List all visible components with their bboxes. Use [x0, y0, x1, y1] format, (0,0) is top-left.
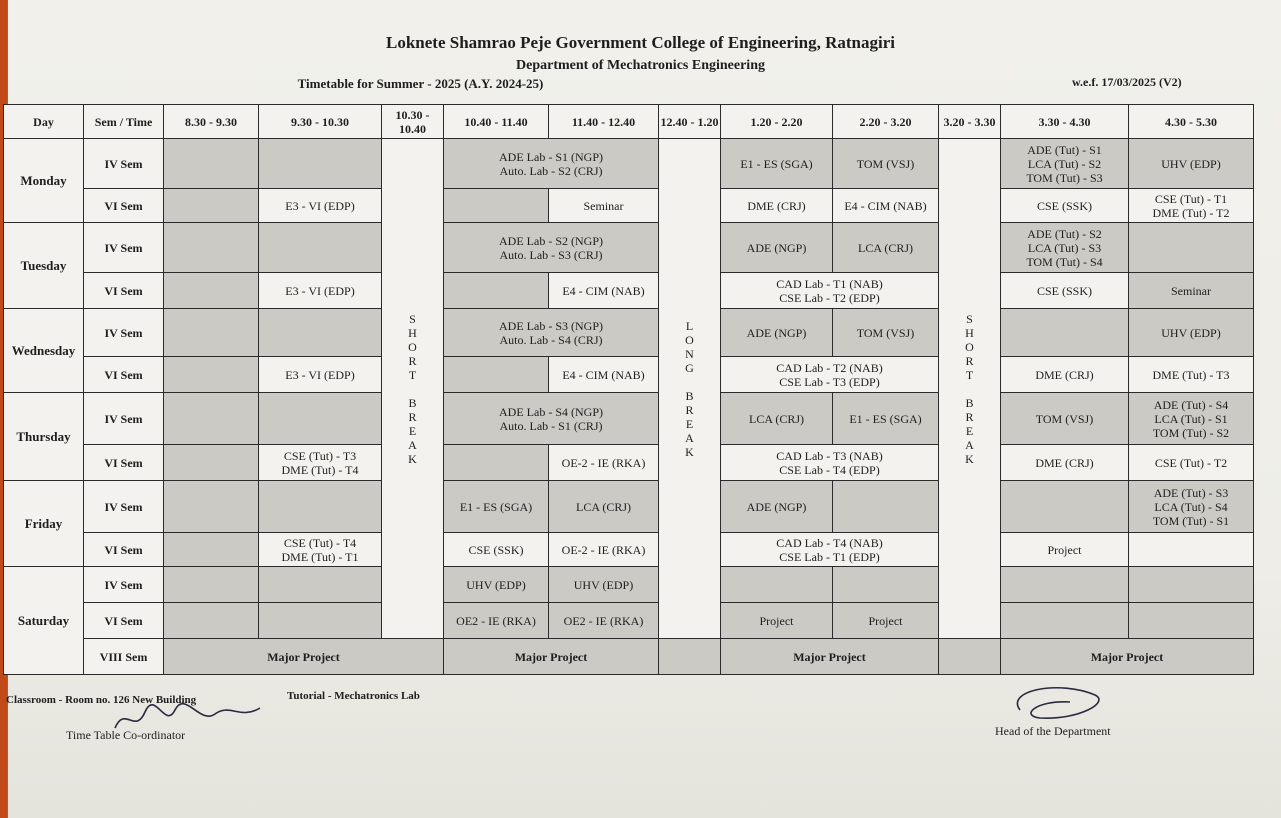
table-row	[4, 139, 1254, 189]
col-t5: 1.20 - 2.20	[721, 105, 833, 139]
hod-signature	[1000, 680, 1120, 730]
table-row	[4, 481, 1254, 533]
table-row	[4, 223, 1254, 273]
empty-cell	[444, 357, 549, 393]
short-break-1	[382, 139, 444, 639]
timetable-cell: CSE (SSK)	[444, 533, 549, 567]
empty-cell	[1129, 603, 1254, 639]
empty-cell	[164, 481, 259, 533]
timetable-cell: ADE (Tut) - S4 LCA (Tut) - S1 TOM (Tut) - S2	[1129, 393, 1254, 445]
sem-label: VI Sem	[84, 273, 164, 309]
timetable-cell: E4 - CIM (NAB)	[549, 357, 659, 393]
timetable-cell: Project	[833, 603, 939, 639]
major-project-cell: Major Project	[444, 639, 659, 675]
sem-label: VI Sem	[84, 533, 164, 567]
day-thursday: Thursday	[4, 393, 84, 481]
timetable-cell: E1 - ES (SGA)	[833, 393, 939, 445]
timetable-cell: CSE (Tut) - T4 DME (Tut) - T1	[259, 533, 382, 567]
short-break-foot	[939, 639, 1001, 675]
empty-cell	[1129, 533, 1254, 567]
timetable-cell: OE-2 - IE (RKA)	[549, 445, 659, 481]
college-name: Loknete Shamrao Peje Government College of Engineering, Ratnagiri	[386, 33, 895, 52]
break-letter: B	[408, 395, 417, 410]
timetable-cell: ADE (NGP)	[721, 309, 833, 357]
major-project-cell: Major Project	[164, 639, 444, 675]
empty-cell	[164, 567, 259, 603]
sem-label: VI Sem	[84, 357, 164, 393]
timetable-cell: CSE (SSK)	[1001, 273, 1129, 309]
timetable-cell: DME (CRJ)	[721, 189, 833, 223]
table-row	[4, 603, 1254, 639]
break-letter: O	[965, 339, 974, 354]
timetable-cell: E3 - VI (EDP)	[259, 273, 382, 309]
timetable-cell: CAD Lab - T1 (NAB) CSE Lab - T2 (EDP)	[721, 273, 939, 309]
long-break-foot	[659, 639, 721, 675]
empty-cell	[833, 567, 939, 603]
timetable-cell: E4 - CIM (NAB)	[833, 189, 939, 223]
sem-label: IV Sem	[84, 567, 164, 603]
timetable-cell: E1 - ES (SGA)	[721, 139, 833, 189]
long-break	[659, 139, 721, 639]
timetable-cell: CAD Lab - T2 (NAB) CSE Lab - T3 (EDP)	[721, 357, 939, 393]
table-row	[4, 393, 1254, 445]
timetable-cell: CSE (SSK)	[1001, 189, 1129, 223]
break-letter: G	[685, 360, 694, 375]
hod-label: Head of the Department	[995, 724, 1111, 738]
empty-cell	[164, 139, 259, 189]
timetable-cell: LCA (CRJ)	[549, 481, 659, 533]
timetable-cell: E3 - VI (EDP)	[259, 189, 382, 223]
timetable-cell: LCA (CRJ)	[833, 223, 939, 273]
empty-cell	[721, 567, 833, 603]
break-letter: S	[966, 311, 973, 326]
break-letter: E	[685, 416, 694, 431]
break-letter: A	[965, 437, 974, 452]
day-monday: Monday	[4, 139, 84, 223]
timetable-cell: TOM (VSJ)	[1001, 393, 1129, 445]
break-letter: T	[408, 367, 417, 382]
break-letter: E	[965, 423, 974, 438]
day-tuesday: Tuesday	[4, 223, 84, 309]
col-short-break-1: 10.30 - 10.40	[382, 105, 444, 139]
timetable-cell: CSE (Tut) - T1 DME (Tut) - T2	[1129, 189, 1254, 223]
empty-cell	[164, 445, 259, 481]
timetable-cell: DME (CRJ)	[1001, 357, 1129, 393]
empty-cell	[259, 567, 382, 603]
empty-cell	[833, 481, 939, 533]
empty-cell	[1129, 223, 1254, 273]
tutorial-note: Tutorial - Mechatronics Lab	[287, 690, 420, 702]
sem-label: IV Sem	[84, 309, 164, 357]
col-long-break: 12.40 - 1.20	[659, 105, 721, 139]
break-letter: E	[408, 423, 417, 438]
classroom-note: Classroom - Room no. 126 New Building	[6, 694, 197, 706]
break-letter: A	[685, 430, 694, 445]
timetable-cell: Project	[1001, 533, 1129, 567]
timetable-cell: CAD Lab - T3 (NAB) CSE Lab - T4 (EDP)	[721, 445, 939, 481]
sem-label: IV Sem	[84, 139, 164, 189]
empty-cell	[444, 445, 549, 481]
timetable-cell: E1 - ES (SGA)	[444, 481, 549, 533]
col-t8: 4.30 - 5.30	[1129, 105, 1254, 139]
col-t7: 3.30 - 4.30	[1001, 105, 1129, 139]
empty-cell	[164, 393, 259, 445]
break-letter: H	[408, 325, 417, 340]
empty-cell	[259, 481, 382, 533]
sem-label: IV Sem	[84, 481, 164, 533]
break-letter	[382, 382, 443, 396]
day-saturday: Saturday	[4, 567, 84, 675]
timetable-cell: TOM (VSJ)	[833, 139, 939, 189]
coordinator-label: Time Table Co-ordinator	[66, 728, 186, 742]
timetable-cell: ADE (NGP)	[721, 481, 833, 533]
break-letter: K	[965, 451, 974, 466]
break-letter: N	[685, 346, 694, 361]
sem-label: IV Sem	[84, 223, 164, 273]
sem-label: VI Sem	[84, 445, 164, 481]
break-letter	[659, 375, 720, 389]
timetable-cell: LCA (CRJ)	[721, 393, 833, 445]
break-letter: O	[408, 339, 417, 354]
timetable-cell: UHV (EDP)	[1129, 139, 1254, 189]
empty-cell	[164, 273, 259, 309]
timetable-cell: ADE Lab - S4 (NGP) Auto. Lab - S1 (CRJ)	[444, 393, 659, 445]
timetable-cell: OE-2 - IE (RKA)	[549, 533, 659, 567]
break-letter: T	[965, 367, 974, 382]
timetable-cell: TOM (VSJ)	[833, 309, 939, 357]
timetable-cell: CAD Lab - T4 (NAB) CSE Lab - T1 (EDP)	[721, 533, 939, 567]
empty-cell	[164, 603, 259, 639]
timetable-cell: OE2 - IE (RKA)	[549, 603, 659, 639]
sem-label: IV Sem	[84, 393, 164, 445]
table-row	[4, 357, 1254, 393]
empty-cell	[164, 309, 259, 357]
empty-cell	[164, 357, 259, 393]
timetable-cell: DME (Tut) - T3	[1129, 357, 1254, 393]
empty-cell	[1001, 309, 1129, 357]
col-day: Day	[4, 105, 84, 139]
effective-date: w.e.f. 17/03/2025 (V2)	[1072, 75, 1182, 89]
table-row	[4, 639, 1254, 675]
empty-cell	[1001, 567, 1129, 603]
empty-cell	[259, 393, 382, 445]
sem-label: VI Sem	[84, 189, 164, 223]
timetable-cell: ADE Lab - S1 (NGP) Auto. Lab - S2 (CRJ)	[444, 139, 659, 189]
break-letter: L	[685, 318, 694, 333]
day-wednesday: Wednesday	[4, 309, 84, 393]
break-letter: R	[685, 402, 694, 417]
break-letter: O	[685, 332, 694, 347]
break-letter: R	[965, 353, 974, 368]
table-row	[4, 533, 1254, 567]
empty-cell	[259, 139, 382, 189]
day-friday: Friday	[4, 481, 84, 567]
timetable-cell: ADE (Tut) - S1 LCA (Tut) - S2 TOM (Tut) - S3	[1001, 139, 1129, 189]
table-row	[4, 567, 1254, 603]
sem-label: VIII Sem	[84, 639, 164, 675]
timetable-cell: Seminar	[1129, 273, 1254, 309]
empty-cell	[444, 189, 549, 223]
empty-cell	[164, 189, 259, 223]
header-row	[4, 105, 1254, 139]
empty-cell	[1001, 481, 1129, 533]
timetable-cell: CSE (Tut) - T3 DME (Tut) - T4	[259, 445, 382, 481]
empty-cell	[164, 223, 259, 273]
col-t4: 11.40 - 12.40	[549, 105, 659, 139]
break-letter: R	[408, 353, 417, 368]
empty-cell	[444, 273, 549, 309]
department-name: Department of Mechatronics Engineering	[516, 58, 765, 73]
timetable-cell: ADE (Tut) - S3 LCA (Tut) - S4 TOM (Tut) - S1	[1129, 481, 1254, 533]
empty-cell	[1001, 603, 1129, 639]
sem-label: VI Sem	[84, 603, 164, 639]
timetable-title: Timetable for Summer - 2025 (A.Y. 2024-25)	[297, 76, 544, 91]
col-t1: 8.30 - 9.30	[164, 105, 259, 139]
col-short-break-2: 3.20 - 3.30	[939, 105, 1001, 139]
break-letter: K	[408, 451, 417, 466]
short-break-2	[939, 139, 1001, 639]
break-letter: B	[965, 395, 974, 410]
table-row	[4, 309, 1254, 357]
col-t2: 9.30 - 10.30	[259, 105, 382, 139]
table-row	[4, 445, 1254, 481]
empty-cell	[259, 223, 382, 273]
timetable-cell: UHV (EDP)	[1129, 309, 1254, 357]
break-letter: R	[965, 409, 974, 424]
timetable-cell: E4 - CIM (NAB)	[549, 273, 659, 309]
timetable-cell: ADE Lab - S3 (NGP) Auto. Lab - S4 (CRJ)	[444, 309, 659, 357]
empty-cell	[1129, 567, 1254, 603]
break-letter: A	[408, 437, 417, 452]
empty-cell	[259, 603, 382, 639]
break-letter: R	[408, 409, 417, 424]
timetable-cell: UHV (EDP)	[444, 567, 549, 603]
timetable-cell: OE2 - IE (RKA)	[444, 603, 549, 639]
table-row	[4, 273, 1254, 309]
break-letter: K	[685, 444, 694, 459]
timetable-cell: ADE Lab - S2 (NGP) Auto. Lab - S3 (CRJ)	[444, 223, 659, 273]
timetable-cell: DME (CRJ)	[1001, 445, 1129, 481]
break-letter: S	[409, 311, 416, 326]
empty-cell	[259, 309, 382, 357]
empty-cell	[164, 533, 259, 567]
timetable-cell: ADE (NGP)	[721, 223, 833, 273]
break-letter: B	[685, 388, 694, 403]
timetable-cell: UHV (EDP)	[549, 567, 659, 603]
coordinator-signature	[110, 700, 270, 740]
timetable-cell: CSE (Tut) - T2	[1129, 445, 1254, 481]
timetable-cell: Seminar	[549, 189, 659, 223]
break-letter	[939, 382, 1000, 396]
timetable	[3, 104, 1254, 675]
table-row	[4, 189, 1254, 223]
col-t6: 2.20 - 3.20	[833, 105, 939, 139]
col-t3: 10.40 - 11.40	[444, 105, 549, 139]
timetable-cell: Project	[721, 603, 833, 639]
break-letter: H	[965, 325, 974, 340]
timetable-cell: E3 - VI (EDP)	[259, 357, 382, 393]
timetable-cell: ADE (Tut) - S2 LCA (Tut) - S3 TOM (Tut) - S4	[1001, 223, 1129, 273]
col-sem: Sem / Time	[84, 105, 164, 139]
major-project-cell: Major Project	[721, 639, 939, 675]
major-project-cell: Major Project	[1001, 639, 1254, 675]
